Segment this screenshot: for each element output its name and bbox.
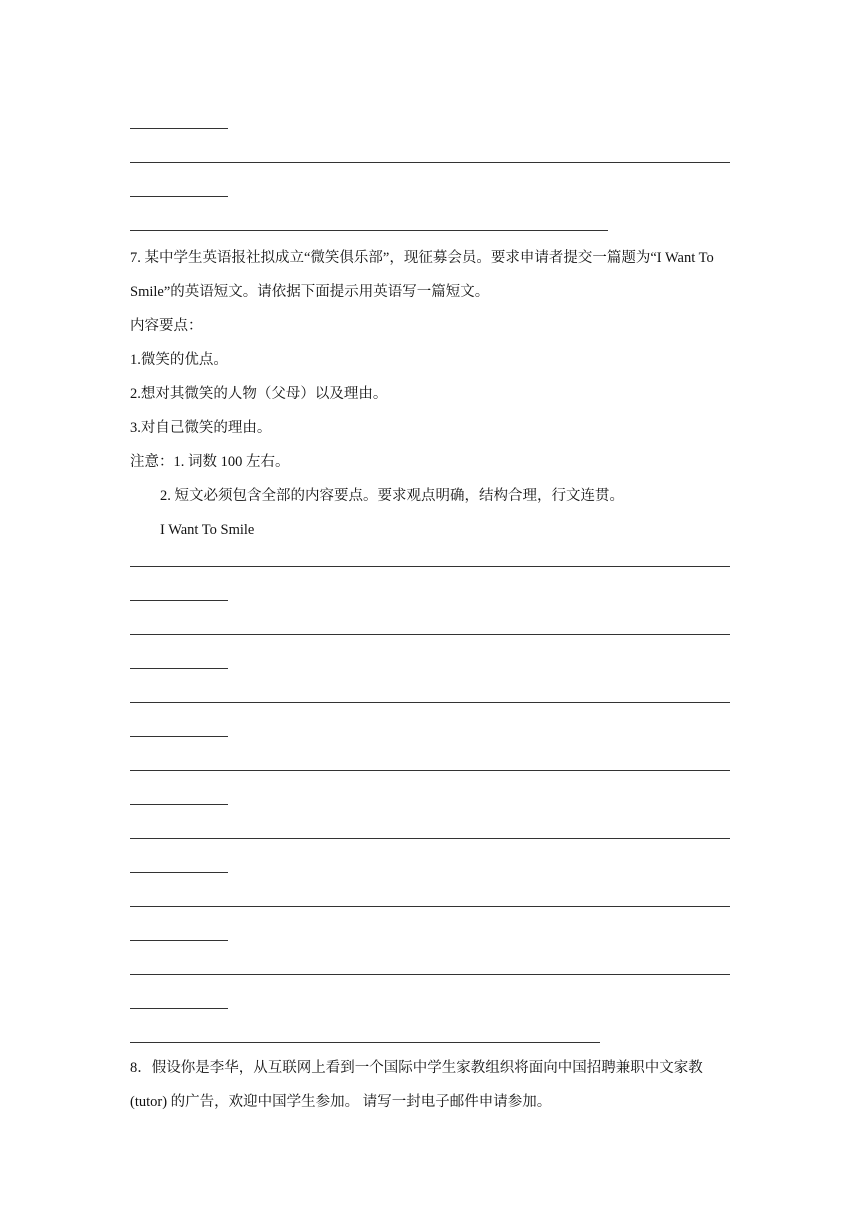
question-7-line-2: Smile”的英语短文。请依据下面提示用英语写一篇短文。 <box>130 284 490 300</box>
content-heading: 内容要点： <box>130 318 203 334</box>
answer-line <box>130 804 228 805</box>
note-1: 注意：1. 词数 100 左右。 <box>130 454 290 470</box>
answer-line <box>130 1008 228 1009</box>
answer-line <box>130 634 730 635</box>
answer-line <box>130 702 730 703</box>
answer-line <box>130 872 228 873</box>
question-8-line-1: 8．假设你是李华，从互联网上看到一个国际中学生家教组织将面向中国招聘兼职中文家教 <box>130 1060 703 1076</box>
answer-line <box>130 566 730 567</box>
answer-line <box>130 940 228 941</box>
answer-line <box>130 770 730 771</box>
answer-line <box>130 196 228 197</box>
answer-line <box>130 736 228 737</box>
answer-line <box>130 1042 600 1043</box>
essay-title: I Want To Smile <box>160 522 255 538</box>
content-point-1: 1.微笑的优点。 <box>130 352 228 368</box>
answer-line <box>130 668 228 669</box>
answer-line <box>130 906 730 907</box>
answer-line <box>130 128 228 129</box>
note-2: 2. 短文必须包含全部的内容要点。要求观点明确，结构合理，行文连贯。 <box>160 488 624 504</box>
answer-line <box>130 162 730 163</box>
content-point-2: 2.想对其微笑的人物（父母）以及理由。 <box>130 386 388 402</box>
answer-line <box>130 974 730 975</box>
answer-line <box>130 838 730 839</box>
question-8-line-2: (tutor) 的广告，欢迎中国学生参加。 请写一封电子邮件申请参加。 <box>130 1094 552 1110</box>
answer-line <box>130 600 228 601</box>
answer-line <box>130 230 608 231</box>
question-7-line-1: 7. 某中学生英语报社拟成立“微笑俱乐部”，现征募会员。要求申请者提交一篇题为“I Want To <box>130 250 714 266</box>
content-point-3: 3.对自己微笑的理由。 <box>130 420 272 436</box>
